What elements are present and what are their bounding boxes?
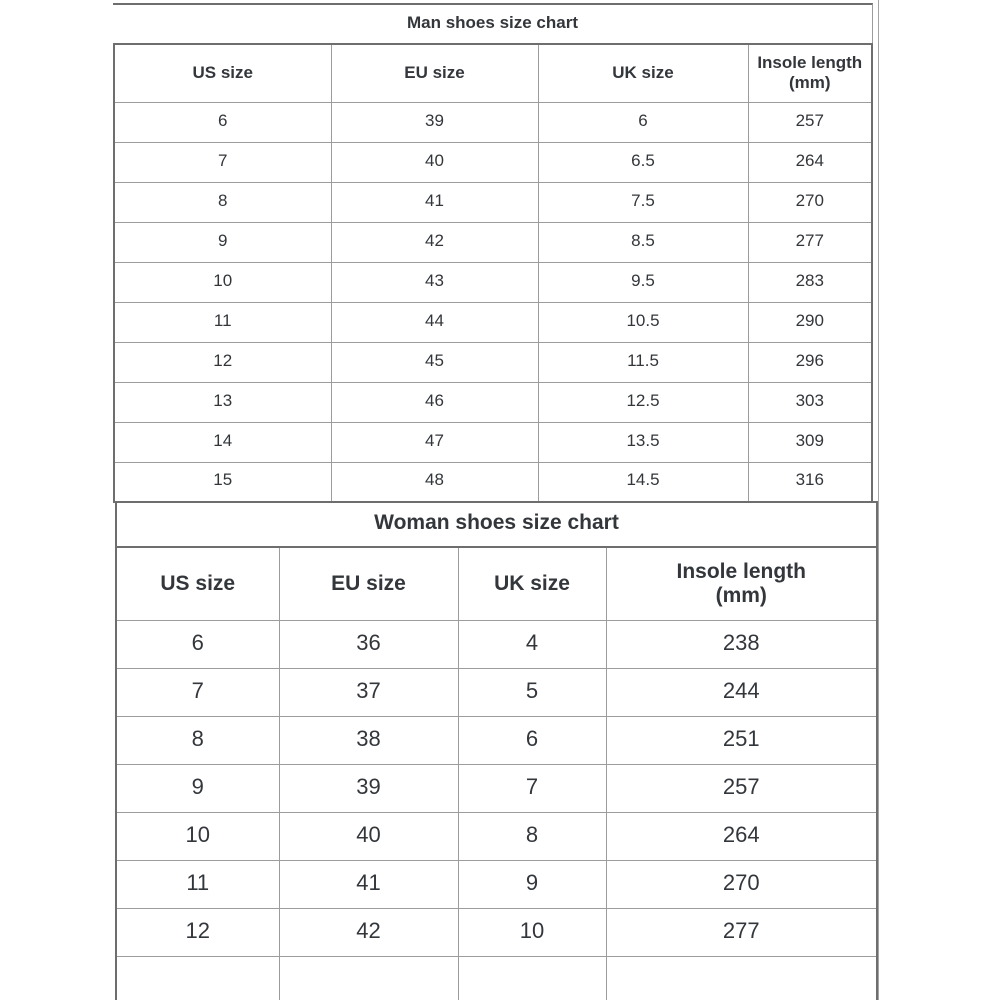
table-cell: 6 (114, 102, 331, 142)
table-cell: 39 (331, 102, 538, 142)
table-cell: 48 (331, 462, 538, 502)
column-header: US size (114, 44, 331, 102)
women-chart-title: Woman shoes size chart (115, 501, 878, 546)
table-cell: 45 (331, 342, 538, 382)
table-cell: 9.5 (538, 262, 748, 302)
men-chart-title: Man shoes size chart (113, 3, 873, 43)
table-cell: 42 (331, 222, 538, 262)
table-cell: 11.5 (538, 342, 748, 382)
table-cell: 43 (331, 262, 538, 302)
table-cell: 6 (116, 620, 279, 668)
table-row (114, 382, 872, 422)
table-cell: 10 (458, 908, 606, 956)
men-table-body (114, 102, 872, 502)
column-header: EU size (331, 44, 538, 102)
table-cell: 10 (114, 262, 331, 302)
table-cell: 10.5 (538, 302, 748, 342)
table-cell: 296 (748, 342, 872, 382)
men-size-chart-section (113, 3, 873, 503)
table-cell: 5 (458, 668, 606, 716)
table-row (116, 764, 877, 812)
column-header: Insole length (mm) (606, 547, 877, 620)
table-cell: 257 (748, 102, 872, 142)
table-cell: 8 (116, 716, 279, 764)
table-cell: 6 (538, 102, 748, 142)
table-cell: 264 (606, 812, 877, 860)
table-cell: 8.5 (538, 222, 748, 262)
table-cell: 238 (606, 620, 877, 668)
table-cell: 303 (748, 382, 872, 422)
table-cell: 7 (114, 142, 331, 182)
table-cell: 316 (748, 462, 872, 502)
table-cell: 244 (606, 668, 877, 716)
women-size-table (115, 546, 878, 1000)
table-cell: 12.5 (538, 382, 748, 422)
table-cell: 40 (279, 812, 458, 860)
page-right-border-line (878, 0, 879, 1000)
table-cell-empty (458, 956, 606, 1000)
table-cell: 13.5 (538, 422, 748, 462)
table-cell: 8 (114, 182, 331, 222)
column-header: EU size (279, 547, 458, 620)
column-header: UK size (458, 547, 606, 620)
table-cell: 47 (331, 422, 538, 462)
men-header-row (114, 44, 872, 102)
table-cell: 15 (114, 462, 331, 502)
table-cell: 12 (114, 342, 331, 382)
table-cell: 10 (116, 812, 279, 860)
table-cell: 251 (606, 716, 877, 764)
table-cell: 37 (279, 668, 458, 716)
table-cell: 44 (331, 302, 538, 342)
table-cell: 11 (114, 302, 331, 342)
table-row (116, 812, 877, 860)
column-header: US size (116, 547, 279, 620)
table-cell: 36 (279, 620, 458, 668)
table-cell: 13 (114, 382, 331, 422)
table-row (116, 860, 877, 908)
table-cell: 283 (748, 262, 872, 302)
table-row (116, 668, 877, 716)
table-cell: 4 (458, 620, 606, 668)
table-row (116, 620, 877, 668)
table-cell: 42 (279, 908, 458, 956)
table-cell: 38 (279, 716, 458, 764)
table-row (114, 462, 872, 502)
table-cell: 11 (116, 860, 279, 908)
table-cell-empty (116, 956, 279, 1000)
table-cell: 290 (748, 302, 872, 342)
table-row (114, 182, 872, 222)
table-cell: 46 (331, 382, 538, 422)
table-cell: 277 (748, 222, 872, 262)
table-cell: 257 (606, 764, 877, 812)
men-size-table (113, 43, 873, 503)
table-cell: 264 (748, 142, 872, 182)
table-cell: 41 (279, 860, 458, 908)
table-row (114, 142, 872, 182)
column-header: Insole length (mm) (748, 44, 872, 102)
table-cell: 41 (331, 182, 538, 222)
table-row (116, 716, 877, 764)
table-cell: 7.5 (538, 182, 748, 222)
table-row (114, 302, 872, 342)
table-row (114, 222, 872, 262)
table-cell: 7 (116, 668, 279, 716)
table-cell: 270 (748, 182, 872, 222)
table-cell: 14 (114, 422, 331, 462)
table-cell: 39 (279, 764, 458, 812)
table-cell: 270 (606, 860, 877, 908)
table-cell: 40 (331, 142, 538, 182)
table-cell: 9 (114, 222, 331, 262)
table-cell: 309 (748, 422, 872, 462)
table-cell: 8 (458, 812, 606, 860)
table-cell-empty (606, 956, 877, 1000)
table-cell: 6 (458, 716, 606, 764)
table-cell: 7 (458, 764, 606, 812)
column-header: UK size (538, 44, 748, 102)
table-row (114, 342, 872, 382)
table-row (114, 262, 872, 302)
table-cell: 9 (458, 860, 606, 908)
women-table-body (116, 620, 877, 1000)
women-header-row (116, 547, 877, 620)
table-cell: 9 (116, 764, 279, 812)
women-size-chart-section (115, 501, 878, 1000)
table-cell: 14.5 (538, 462, 748, 502)
table-cell: 277 (606, 908, 877, 956)
empty-table-row (116, 956, 877, 1000)
table-row (114, 102, 872, 142)
table-cell-empty (279, 956, 458, 1000)
table-cell: 6.5 (538, 142, 748, 182)
table-row (114, 422, 872, 462)
table-row (116, 908, 877, 956)
table-cell: 12 (116, 908, 279, 956)
